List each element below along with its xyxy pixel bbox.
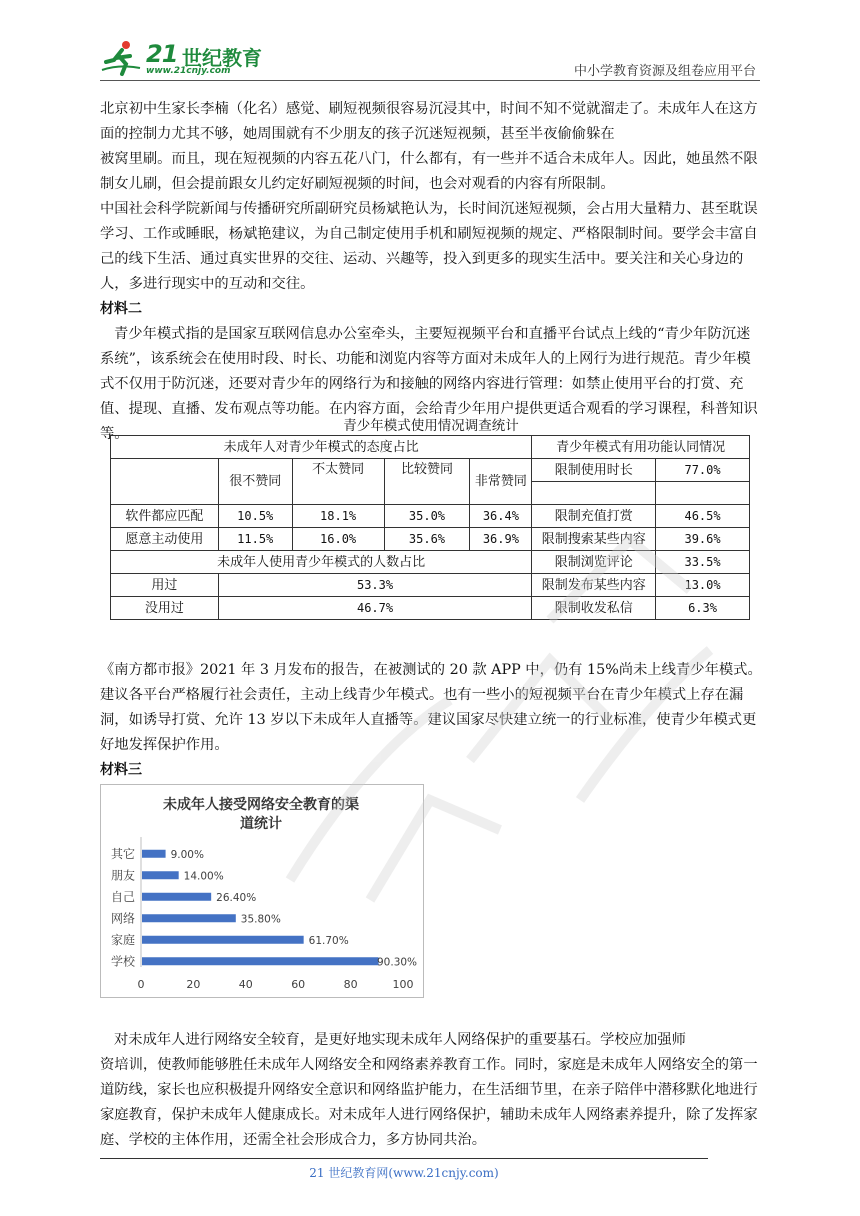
table-cell: 13.0%	[656, 574, 750, 597]
bar	[142, 850, 166, 858]
paragraph: 对未成年人进行网络安全较育，是更好地实现未成年人网络保护的重要基石。学校应加强师	[114, 1032, 686, 1048]
table-row	[111, 551, 750, 574]
paragraph: 北京初中生家长李楠（化名）感觉、刷短视频很容易沉浸其中，时间不知不觉就溜走了。未成年人在这方面的控制力尤其不够，她周围就有不少朋友的孩子沉迷短视频，甚至半夜偷偷躲在	[100, 101, 758, 142]
table-cell: 16.0%	[292, 528, 384, 551]
chart-title: 未成年人接受网络安全教育的渠	[163, 797, 359, 813]
table-row	[111, 505, 750, 528]
footer: 21 世纪教育网(www.21cnjy.com)	[309, 1166, 499, 1180]
data-label: 90.30%	[377, 956, 418, 969]
bar-chart	[101, 785, 423, 997]
table-cell: 77.0%	[656, 459, 750, 482]
table-row	[111, 436, 750, 459]
material2-paragraph: 青少年模式指的是国家互联网信息办公室牵头，主要短视频平台和直播平台试点上线的“青少年防沉迷系统”，该系统会在使用时段、时长、功能和浏览内容等方面对未成年人的上网行为进行规范。青少年模式不仅用于防沉迷，还要对青少年的网络行为和接触的网络内容进行管理：如禁止使用平台的打赏、充值、提现、直播、发布观点等功能。在内容方面，会给青少年用户提供更适合观看的学习课程，科普知识等。	[100, 326, 758, 442]
bar	[142, 871, 179, 879]
table-cell: 限制充值打赏	[532, 505, 656, 528]
paragraph: 中国社会科学院新闻与传播研究所副研究员杨斌艳认为，长时间沉迷短视频，会占用大量精力、甚至耽误学习、工作或睡眠，杨斌艳建议，为自己制定使用手机和刷短视频的规定、严格限制时间。要学会丰富自己的线下生活、通过真实世界的交往、运动、兴趣等，投入到更多的现实生活中。要关注和关心身边的人，多进行现实中的互动和交往。	[100, 201, 758, 292]
x-tick-label: 40	[238, 978, 253, 991]
logo-url: www.21cnjy.com	[146, 66, 231, 76]
middle-text	[100, 658, 762, 783]
x-tick-label: 60	[291, 978, 306, 991]
data-label: 9.00%	[170, 848, 204, 861]
data-label: 14.00%	[183, 870, 224, 883]
table-cell: 46.5%	[656, 505, 750, 528]
table-cell: 36.9%	[470, 528, 532, 551]
table-cell: 6.3%	[656, 597, 750, 620]
bar	[142, 893, 211, 901]
data-label: 35.80%	[240, 913, 281, 926]
row-label: 软件都应匹配	[111, 505, 219, 528]
survey-table	[110, 435, 750, 620]
table-cell: 10.5%	[218, 505, 292, 528]
x-tick-label: 80	[343, 978, 358, 991]
closing-text	[100, 1028, 762, 1153]
platform-name: 中小学教育资源及组卷应用平台	[573, 64, 756, 79]
table-title: 青少年模式使用情况调查统计	[343, 418, 519, 434]
table-cell: 35.6%	[384, 528, 470, 551]
footer-divider	[100, 1158, 708, 1159]
column-header: 非常赞同	[470, 459, 532, 505]
table-cell: 33.5%	[656, 551, 750, 574]
table-header: 青少年模式有用功能认同情况	[532, 436, 750, 459]
row-label: 用过	[111, 574, 219, 597]
row-label: 没用过	[111, 597, 219, 620]
bar	[142, 936, 304, 944]
channel-chart	[100, 784, 424, 998]
intro-text	[100, 97, 762, 447]
table-cell: 39.6%	[656, 528, 750, 551]
table-cell: 限制使用时长	[532, 459, 656, 482]
category-label: 朋友	[110, 868, 135, 883]
category-label: 家庭	[110, 932, 135, 947]
table-row	[111, 459, 750, 482]
chart-title: 道统计	[240, 816, 282, 832]
x-tick-label: 100	[392, 978, 414, 991]
table-row	[111, 597, 750, 620]
row-label: 愿意主动使用	[111, 528, 219, 551]
column-header: 不太赞同	[292, 459, 384, 505]
logo-text: 世纪教育	[182, 46, 262, 70]
table-header: 未成年人对青少年模式的态度占比	[111, 436, 532, 459]
logo	[100, 38, 300, 78]
table-cell: 限制发布某些内容	[532, 574, 656, 597]
page-header	[100, 38, 760, 81]
table-cell	[111, 459, 219, 505]
x-tick-label: 20	[186, 978, 201, 991]
paragraph: 被窝里刷。而且，现在短视频的内容五花八门，什么都有，有一些并不适合未成年人。因此，她虽然不限制女儿刷，但会提前跟女儿约定好刷短视频的时间，也会对观看的内容有所限制。	[100, 151, 758, 192]
bar	[142, 914, 236, 922]
data-label: 61.70%	[308, 934, 349, 947]
table-cell: 53.3%	[218, 574, 532, 597]
table-cell	[532, 482, 656, 505]
table-cell: 18.1%	[292, 505, 384, 528]
paragraph: 资培训，使教师能够胜任未成年人网络安全和网络素养教育工作。同时，家庭是未成年人网络安全的第一道防线，家长也应积极提升网络安全意识和网络监护能力，在生活细节里，在亲子陪伴中潜移默化地进行家庭教育，保护未成年人健康成长。对未成年人进行网络保护，辅助未成年人网络素养提升，除了发挥家庭、学校的主体作用，还需全社会形成合力，多方协同共治。	[100, 1057, 758, 1148]
category-label: 网络	[110, 911, 135, 926]
column-header: 很不赞同	[218, 459, 292, 505]
material3-title: 材料三	[100, 762, 142, 778]
category-label: 学校	[110, 954, 135, 969]
table-header: 未成年人使用青少年模式的人数占比	[111, 551, 532, 574]
table-cell: 46.7%	[218, 597, 532, 620]
logo-number: 21	[146, 40, 178, 68]
table-cell	[656, 482, 750, 505]
bar	[142, 957, 379, 965]
table-cell: 限制搜索某些内容	[532, 528, 656, 551]
data-label: 26.40%	[216, 891, 257, 904]
table-cell: 限制收发私信	[532, 597, 656, 620]
table-row	[111, 574, 750, 597]
material2-title: 材料二	[100, 301, 142, 317]
runner-logo-icon	[100, 38, 144, 78]
column-header: 比较赞同	[384, 459, 470, 505]
category-label: 自己	[110, 889, 135, 904]
table-cell: 36.4%	[470, 505, 532, 528]
table-cell: 限制浏览评论	[532, 551, 656, 574]
paragraph: 《南方都市报》2021 年 3 月发布的报告，在被测试的 20 款 APP 中，仍有 15%尚未上线青少年模式。建议各平台严格履行社会责任，主动上线青少年模式。也有一些小的短视频平台在青少年模式上存在漏洞，如诱导打赏、允许 13 岁以下未成年人直播等。建议国家尽快建立统一的行业标准，使青少年模式更好地发挥保护作用。	[100, 662, 762, 753]
x-tick-label: 0	[137, 978, 145, 991]
table-cell: 11.5%	[218, 528, 292, 551]
table-cell: 35.0%	[384, 505, 470, 528]
category-label: 其它	[110, 846, 135, 861]
table-row	[111, 528, 750, 551]
